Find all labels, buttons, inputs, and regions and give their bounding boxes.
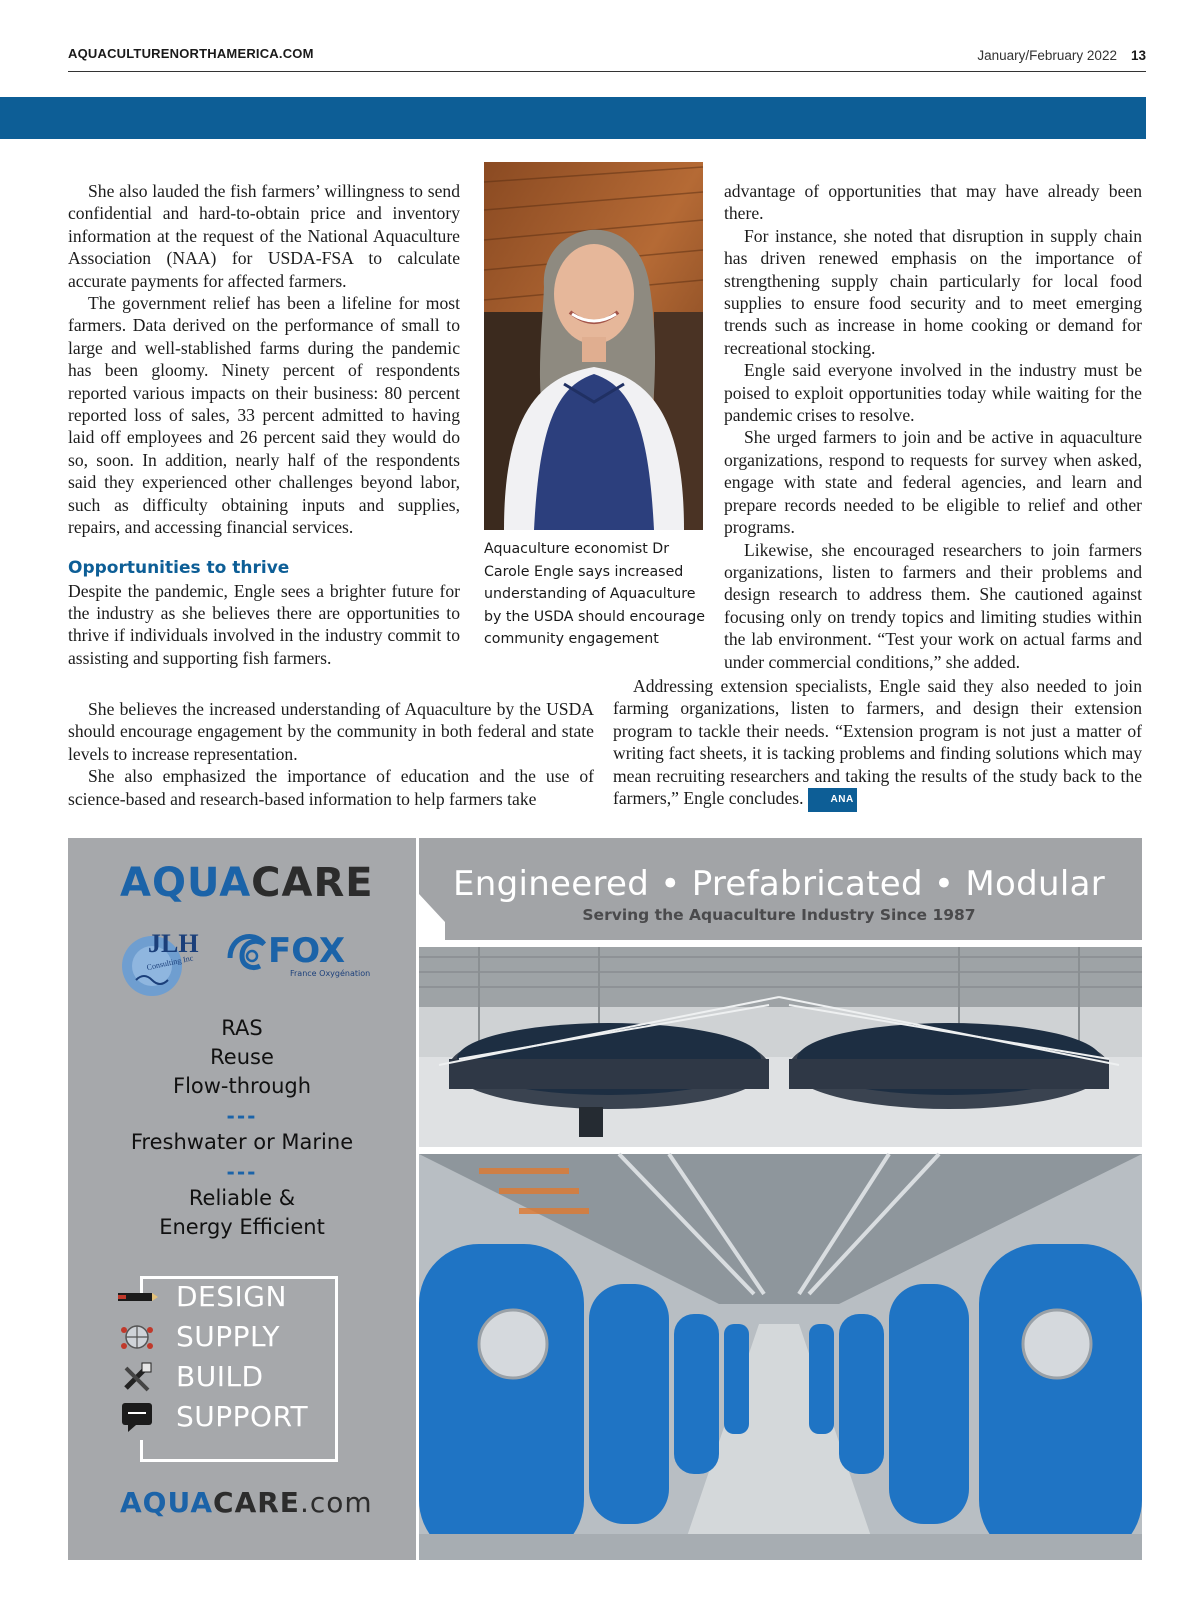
paragraph: The government relief has been a lifeline for most farmers. Data derived on the performance of small to large and well-stablished farms during the pandemic has been gloomy. Ninety percent of respondents reported various impacts on their business: 80 percent reported loss of sales, 33 percent admitted to having laid off employees and 26 percent said they would do so, soon. In addition, nearly half of the respondents said they experienced other challenges beyond labor, such as difficulty obtaining inputs and supplies, repairs, and accessing financial services. xyxy=(68,293,460,538)
ad-headline: Engineered • Prefabricated • Modular xyxy=(452,864,1106,904)
aquacare-logo xyxy=(120,860,374,906)
feature-flow-through: Flow-through xyxy=(172,1074,312,1098)
feature-ras: RAS xyxy=(221,1016,263,1040)
paragraph-text: Addressing extension specialists, Engle said they also needed to join farming organizations, listen to farmers, and design their extension program to tackle their needs. “Extension program is not just a matter of writing fact sheets, it is tacking problems and finding solutions which may mean recruiting researchers and taking the results of the study back to the farmers,” Engle concludes. xyxy=(613,676,1142,809)
subheading: Opportunities to thrive xyxy=(68,557,290,578)
url-domain: .com xyxy=(299,1486,373,1519)
logo-part: CARE xyxy=(213,1486,300,1519)
paragraph: Despite the pandemic, Engle sees a brighter future for the industry as she believes there are opportunities to thrive if individuals involved in the industry commit to assisting and supporting fish farmers. xyxy=(68,580,460,668)
logo-part: AQUA xyxy=(120,860,252,906)
feature-energy-efficient: Energy Efficient xyxy=(159,1215,325,1239)
section-banner xyxy=(0,97,1146,139)
feature-water-type: Freshwater or Marine xyxy=(130,1130,354,1154)
paragraph: advantage of opportunities that may have already been there. xyxy=(724,181,1142,224)
globe-network-icon xyxy=(116,1321,158,1353)
ad-subline: Serving the Aquaculture Industry Since 1987 xyxy=(582,906,976,924)
paragraph: Engle said everyone involved in the industry must be poised to exploit opportunities today while waiting for the pandemic crises to resolve. xyxy=(724,360,1142,426)
portrait-photo xyxy=(484,162,703,530)
page-header xyxy=(68,46,1146,72)
service-label: DESIGN xyxy=(176,1280,287,1313)
logo-part: CARE xyxy=(251,860,374,906)
fox-logo-icon xyxy=(224,922,371,982)
logo-part: AQUA xyxy=(120,1486,214,1519)
feature-reuse: Reuse xyxy=(210,1045,274,1069)
service-support xyxy=(116,1400,308,1433)
tanks-hall-photo xyxy=(419,947,1142,1147)
aquacare-url[interactable] xyxy=(120,1486,373,1519)
paragraph: She also lauded the fish farmers’ willingness to send confidential and hard-to-obtain price and inventory information at the request of the National Aquaculture Association (NAA) for USDA-FSA to calculate accurate payments for affected farmers. xyxy=(68,181,460,291)
service-design xyxy=(116,1280,287,1313)
dash-divider: --- xyxy=(226,1160,258,1184)
issue-date: January/February 2022 xyxy=(977,48,1117,63)
dash-divider: --- xyxy=(226,1104,258,1128)
aquacare-advertisement[interactable] xyxy=(68,838,1142,1560)
ad-left-panel xyxy=(68,838,416,1560)
vessels-corridor-photo xyxy=(419,1154,1142,1560)
tanks-hall-image xyxy=(419,947,1142,1147)
article-column-1 xyxy=(68,180,460,669)
page-number: 13 xyxy=(1130,48,1146,63)
pencil-icon xyxy=(116,1281,158,1313)
paragraph: Likewise, she encouraged researchers to join farmers organizations, listen to farmers and their problems and design research to address them. She cautioned against focusing only on trendy topics and limiting studies within the lab environment. “Test your work on actual farms and under commercial conditions,” she added. xyxy=(724,539,1142,672)
fox-logo xyxy=(224,922,371,982)
tools-icon xyxy=(116,1361,158,1393)
feature-reliable: Reliable & xyxy=(188,1186,296,1210)
photo-caption: Aquaculture economist Dr Carole Engle says increased understanding of Aquaculture by the USDA should encourage community engagement xyxy=(484,541,705,647)
service-label: SUPPLY xyxy=(176,1320,281,1353)
chat-bubble-icon xyxy=(116,1401,158,1433)
jlh-logo xyxy=(122,922,210,998)
service-label: BUILD xyxy=(176,1360,264,1393)
article-wide-right xyxy=(613,675,1142,812)
fox-sub: France Oxygénation xyxy=(290,969,371,978)
service-label: SUPPORT xyxy=(176,1400,309,1433)
paragraph: She believes the increased understanding of Aquaculture by the USDA should encourage engagement by the community in both federal and state levels to increase representation. xyxy=(68,699,594,764)
ad-right-panel xyxy=(419,838,1142,1560)
ad-banner xyxy=(419,838,1142,940)
jlh-text: JLH xyxy=(148,929,199,958)
issue-info xyxy=(977,48,1146,63)
end-mark: ANA xyxy=(808,788,857,812)
jlh-sub: Consulting Inc xyxy=(145,953,194,973)
paragraph xyxy=(613,675,1142,812)
paragraph: For instance, she noted that disruption in supply chain has driven renewed emphasis on the importance of strengthening supply chain particularly for local food supplies to ensure food security and to meet emerging trends such as increase in home cooking or demand for recreational stocking. xyxy=(724,225,1142,358)
article-column-3 xyxy=(724,180,1142,673)
fox-text: FOX xyxy=(268,931,346,971)
article-wide-left xyxy=(68,698,594,810)
vessels-corridor-image xyxy=(419,1154,1142,1560)
service-build xyxy=(116,1360,264,1393)
service-supply xyxy=(116,1320,280,1353)
site-name: AQUACULTURENORTHAMERICA.COM xyxy=(68,46,314,61)
portrait-image xyxy=(484,162,703,530)
paragraph: She also emphasized the importance of education and the use of science-based and research-based information to help farmers take xyxy=(68,766,594,809)
paragraph: She urged farmers to join and be active in aquaculture organizations, respond to requests for survey when asked, engage with state and federal agencies, and learn and prepare records needed to be eligible to relief and other programs. xyxy=(724,427,1142,538)
jlh-logo-icon xyxy=(122,922,210,998)
